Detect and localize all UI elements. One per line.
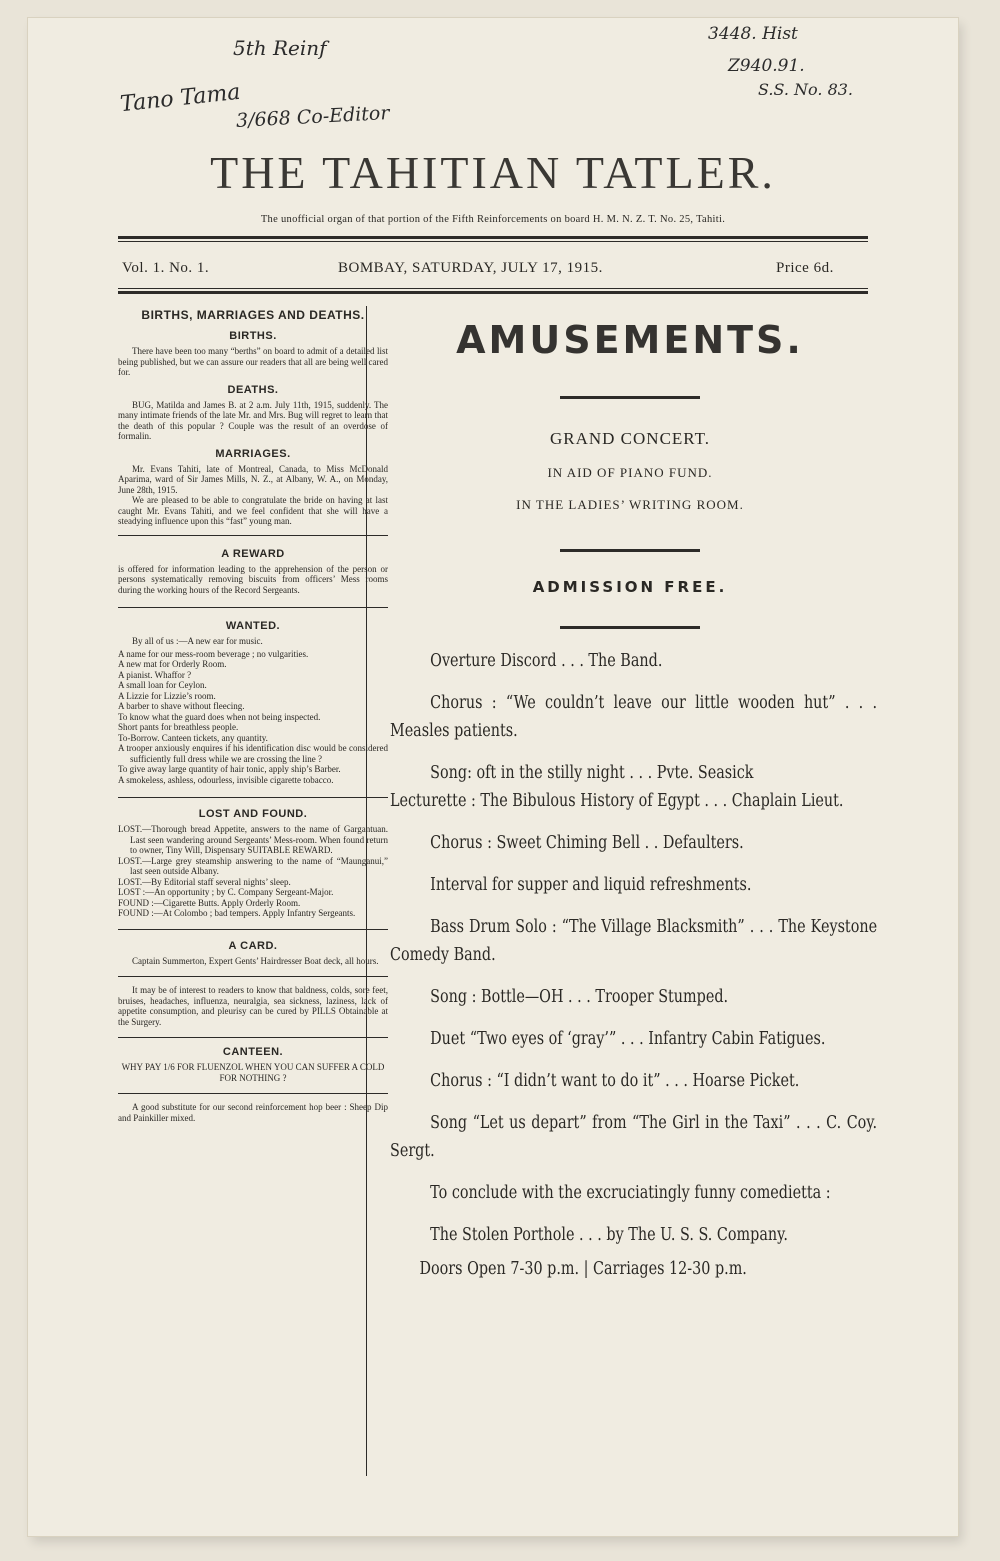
left-column bbox=[118, 308, 388, 1123]
wanted-item: A Lizzie for Lizzie’s room. bbox=[118, 690, 216, 701]
title-rule bbox=[560, 396, 700, 399]
handwritten-catalogue-1: 3448. Hist bbox=[708, 24, 798, 44]
card-text: Captain Summerton, Expert Gents’ Hairdresser Boat deck, all hours. bbox=[132, 955, 379, 966]
masthead-rule-thin bbox=[118, 241, 868, 242]
programme-item: Song “Let us depart” from “The Girl in the Taxi” . . . C. Coy. Sergt. bbox=[390, 1113, 878, 1161]
programme-list bbox=[370, 647, 984, 1283]
handwritten-catalogue-3: S.S. No. 83. bbox=[758, 80, 854, 99]
found-item: FOUND :—At Colombo ; bad tempers. Apply Infantry Sergeants. bbox=[118, 908, 356, 918]
reward-text: is offered for information leading to the apprehension of the person or persons systematically removing biscuits from officers’ Mess rooms during the working hours of the Record Sergeants. bbox=[118, 563, 388, 595]
programme-item: Bass Drum Solo : “The Village Blacksmith” . . . The Keystone Comedy Band. bbox=[390, 917, 878, 965]
lost-item: LOST.—Thorough bread Appetite, answers to the name of Gargantuan. Last seen wandering around Sergeants’ Mess-room. When found return to owner, Tiny Will, Dispensary SUITABLE REWARD. bbox=[118, 824, 388, 855]
left-rule bbox=[118, 607, 388, 608]
lost-item: LOST.—Large grey steamship answering to the name of “Maunganui,” last seen outside Albany. bbox=[118, 855, 388, 876]
reward-heading: A REWARD bbox=[221, 547, 285, 560]
left-rule bbox=[118, 1093, 388, 1094]
programme-item: Overture Discord . . . The Band. bbox=[430, 651, 663, 671]
found-item: FOUND :—Cigarette Butts. Apply Orderly Room. bbox=[118, 897, 301, 908]
wanted-item: A name for our mess-room beverage ; no vulgarities. bbox=[118, 648, 309, 659]
issue-rule-thick bbox=[118, 291, 868, 294]
concert-heading: GRAND CONCERT. bbox=[549, 429, 710, 448]
wanted-item: A small loan for Ceylon. bbox=[118, 680, 207, 690]
wanted-item: A pianist. Whaffor ? bbox=[118, 669, 192, 680]
issue-price: Price 6d. bbox=[776, 260, 834, 276]
admission-free: ADMISSION FREE. bbox=[532, 578, 728, 596]
left-rule bbox=[118, 535, 388, 536]
right-column bbox=[370, 308, 890, 1283]
programme-item: Chorus : Sweet Chiming Bell . . Defaulters. bbox=[430, 833, 744, 853]
concert-room: IN THE LADIES’ WRITING ROOM. bbox=[516, 497, 744, 512]
pills-notice: It may be of interest to readers to know that baldness, colds, sore feet, bruises, headaches, influenza, neuralgia, sea sickness, laziness, lack of appetite consumption, and pleurisy can be cured by PILLS Obtainable at the Surgery. bbox=[118, 985, 388, 1027]
wanted-item: To know what the guard does when not being inspected. bbox=[118, 711, 321, 722]
programme-item: Interval for supper and liquid refreshments. bbox=[430, 875, 752, 895]
wanted-item: A trooper anxiously enquires if his identification disc would be considered sufficiently full dress while we are crossing the line ? bbox=[118, 743, 388, 764]
left-rule bbox=[118, 976, 388, 977]
deaths-text: BUG, Matilda and James B. at 2 a.m. July 11th, 1915, suddenly. The many intimate friends of the late Mr. and Mrs. Bug will regret to learn that the death of this popular ? Couple was the result of an overdose of formalin. bbox=[118, 399, 388, 441]
wanted-item: A smokeless, ashless, odourless, invisible cigarette tobacco. bbox=[118, 774, 334, 785]
lost-item: LOST.—By Editorial staff several nights’ sleep. bbox=[118, 876, 291, 887]
masthead-title: THE TAHITIAN TATLER. bbox=[210, 147, 776, 198]
wanted-item: A new mat for Orderly Room. bbox=[118, 659, 227, 669]
wanted-item: To give away large quantity of hair tonic, apply ship’s Barber. bbox=[118, 764, 341, 774]
wanted-heading: WANTED. bbox=[225, 620, 281, 632]
programme-item: To conclude with the excruciatingly funny comedietta : bbox=[430, 1183, 831, 1203]
handwritten-reinf-note: 5th Reinf bbox=[233, 36, 327, 60]
amusements-title: AMUSEMENTS. bbox=[456, 318, 804, 362]
handwritten-editor-note-2: 3/668 Co-Editor bbox=[235, 101, 390, 133]
wanted-intro: By all of us :—A new ear for music. bbox=[132, 636, 263, 646]
marriages-heading: MARRIAGES. bbox=[215, 447, 291, 460]
wanted-item: A barber to shave without fleecing. bbox=[118, 701, 245, 711]
bmd-heading: BIRTHS, MARRIAGES AND DEATHS. bbox=[141, 308, 365, 322]
doors-times: Doors Open 7-30 p.m. | Carriages 12-30 p.m. bbox=[419, 1259, 747, 1279]
programme-item: Chorus : “I didn’t want to do it” . . . Hoarse Picket. bbox=[430, 1071, 800, 1091]
births-heading: BIRTHS. bbox=[229, 330, 277, 342]
lost-item: LOST :—An opportunity ; by C. Company Sergeant-Major. bbox=[118, 887, 334, 897]
lost-found-heading: LOST AND FOUND. bbox=[198, 808, 308, 820]
concert-aid: IN AID OF PIANO FUND. bbox=[547, 465, 713, 480]
left-rule bbox=[118, 1037, 388, 1038]
programme-item: Duet “Two eyes of ‘gray’” . . . Infantry Cabin Fatigues. bbox=[430, 1029, 826, 1049]
births-text: There have been too many “berths” on board to admit of a detailed list being published, but we can assure our readers that all are being well cared for. bbox=[118, 346, 388, 377]
marriages-text-1: Mr. Evans Tahiti, late of Montreal, Canada, to Miss McDonald Aparima, ward of Sir James Mills, N. Z., at Albany, W. A., on Monday, June 28th, 1915. bbox=[118, 463, 388, 495]
canteen-heading: CANTEEN. bbox=[222, 1046, 284, 1058]
deaths-heading: DEATHS. bbox=[227, 383, 279, 396]
issue-volume: Vol. 1. No. 1. bbox=[122, 260, 210, 276]
handwritten-catalogue-2: Z940.91. bbox=[728, 56, 805, 76]
newspaper-page bbox=[28, 18, 958, 1536]
admission-rule bbox=[560, 626, 700, 629]
handwritten-editor-note-1: Tano Tama bbox=[119, 79, 242, 118]
left-rule bbox=[118, 797, 388, 798]
programme-item: Song : Bottle—OH . . . Trooper Stumped. bbox=[430, 987, 729, 1007]
programme-item: Lecturette : The Bibulous History of Egypt . . . Chaplain Lieut. bbox=[390, 791, 844, 811]
issue-rule-thin bbox=[118, 288, 868, 289]
masthead-subtitle: The unofficial organ of that portion of the Fifth Reinforcements on board H. M. N. Z. T. No. 25, Tahiti. bbox=[260, 214, 726, 225]
hop-beer-notice: A good substitute for our second reinforcement hop beer : Sheep Dip and Painkiller mixed. bbox=[118, 1102, 388, 1123]
programme-item: Song: oft in the stilly night . . . Pvte. Seasick bbox=[430, 763, 754, 783]
issue-dateline: BOMBAY, SATURDAY, JULY 17, 1915. bbox=[338, 260, 603, 276]
programme-item: The Stolen Porthole . . . by The U. S. S. Company. bbox=[430, 1225, 788, 1245]
left-rule bbox=[118, 929, 388, 930]
wanted-item: Short pants for breathless people. bbox=[118, 722, 239, 732]
masthead-rule-thick bbox=[118, 236, 868, 239]
wanted-item: To-Borrow. Canteen tickets, any quantity. bbox=[118, 732, 268, 743]
canteen-text: WHY PAY 1/6 FOR FLUENZOL WHEN YOU CAN SUFFER A COLD FOR NOTHING ? bbox=[121, 1062, 385, 1083]
programme-item: Chorus : “We couldn’t leave our little wooden hut” . . . Measles patients. bbox=[390, 693, 878, 741]
card-heading: A CARD. bbox=[228, 939, 278, 952]
concert-rule bbox=[560, 549, 700, 552]
marriages-text-2: We are pleased to be able to congratulate the bride on having at last caught Mr. Evans Tahiti, and we feel confident that she will have a steadying influence upon this “fast” young man. bbox=[118, 495, 388, 526]
